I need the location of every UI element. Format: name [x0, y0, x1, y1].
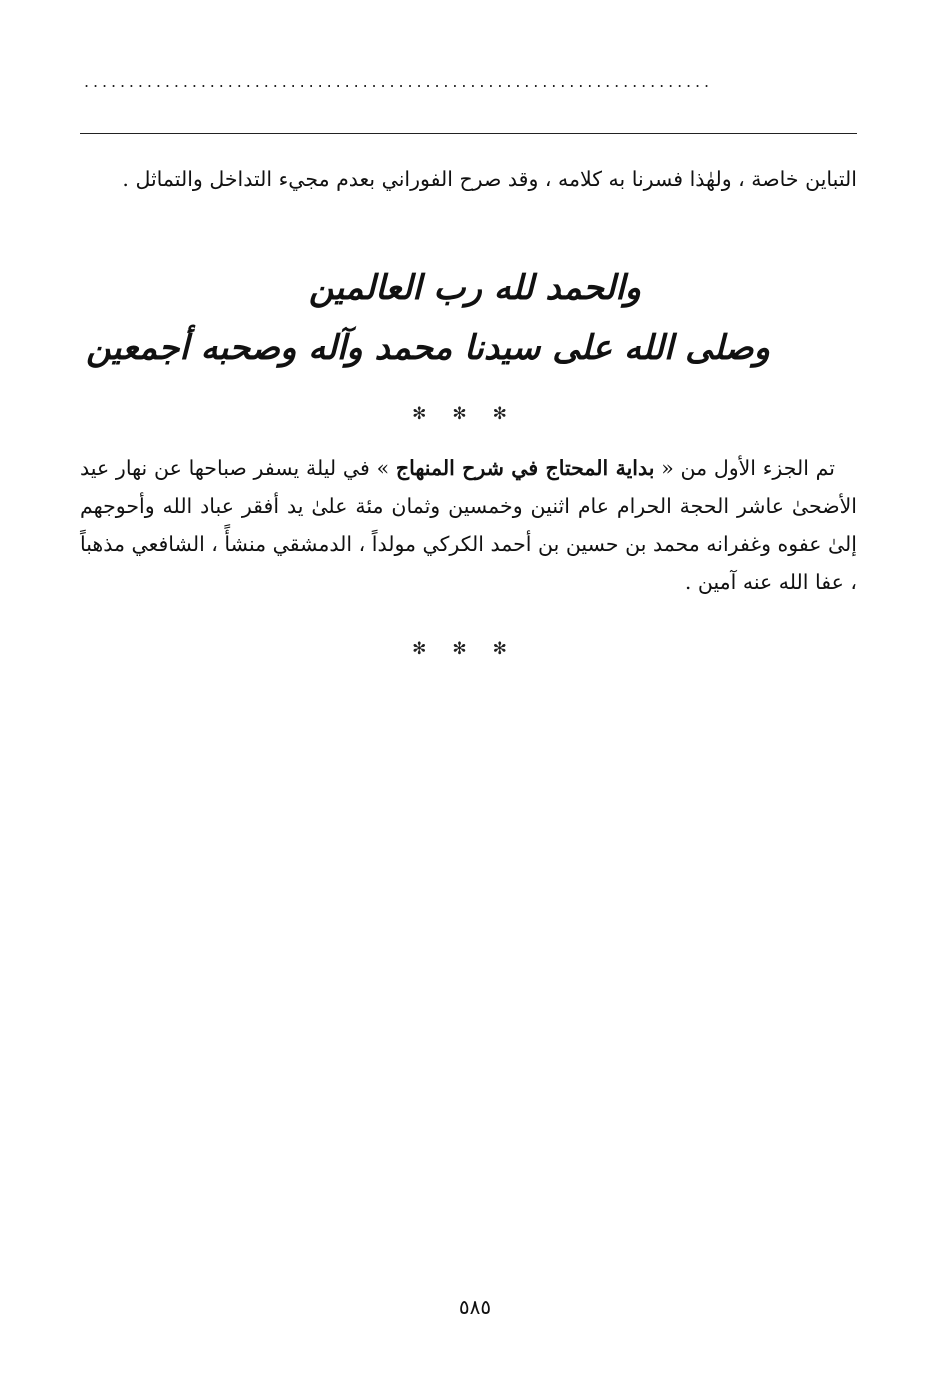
- page-number: ٥٨٥: [458, 1295, 492, 1319]
- calligraphy-praise-line: والحمد لله رب العالمين: [308, 268, 642, 308]
- paragraph-continued: التباين خاصة ، ولهٰذا فسرنا به كلامه ، وقد صرح الفوراني بعدم مجيء التداخل والتماثل .: [122, 167, 857, 191]
- header-rule: [80, 133, 857, 134]
- separator-stars-bottom: ✻✻✻: [412, 639, 533, 659]
- calligraphy-blessing-line: وصلى الله على سيدنا محمد وآله وصحبه أجمعين: [86, 328, 770, 368]
- colophon-text-start: تم الجزء الأول من «: [654, 456, 835, 480]
- colophon-text-end: » في ليلة يسفر صباحها عن نهار عيد الأضحىٰ عاشر الحجة الحرام عام اثنين وخمسين وثمان مئة علىٰ يد أفقر عباد الله وأحوجهم إلىٰ عفوه وغفرانه محمد بن حسين بن أحمد الكركي مولداً ، الدمشقي منشأً ، الشافعي مذهباً ، عفا الله عنه آمين .: [80, 456, 857, 594]
- colophon-paragraph: [80, 449, 857, 601]
- book-title: بداية المحتاج في شرح المنهاج: [395, 456, 655, 480]
- header-dotted-line: ......................................................................: [84, 72, 714, 91]
- separator-stars: ✻✻✻: [412, 404, 533, 424]
